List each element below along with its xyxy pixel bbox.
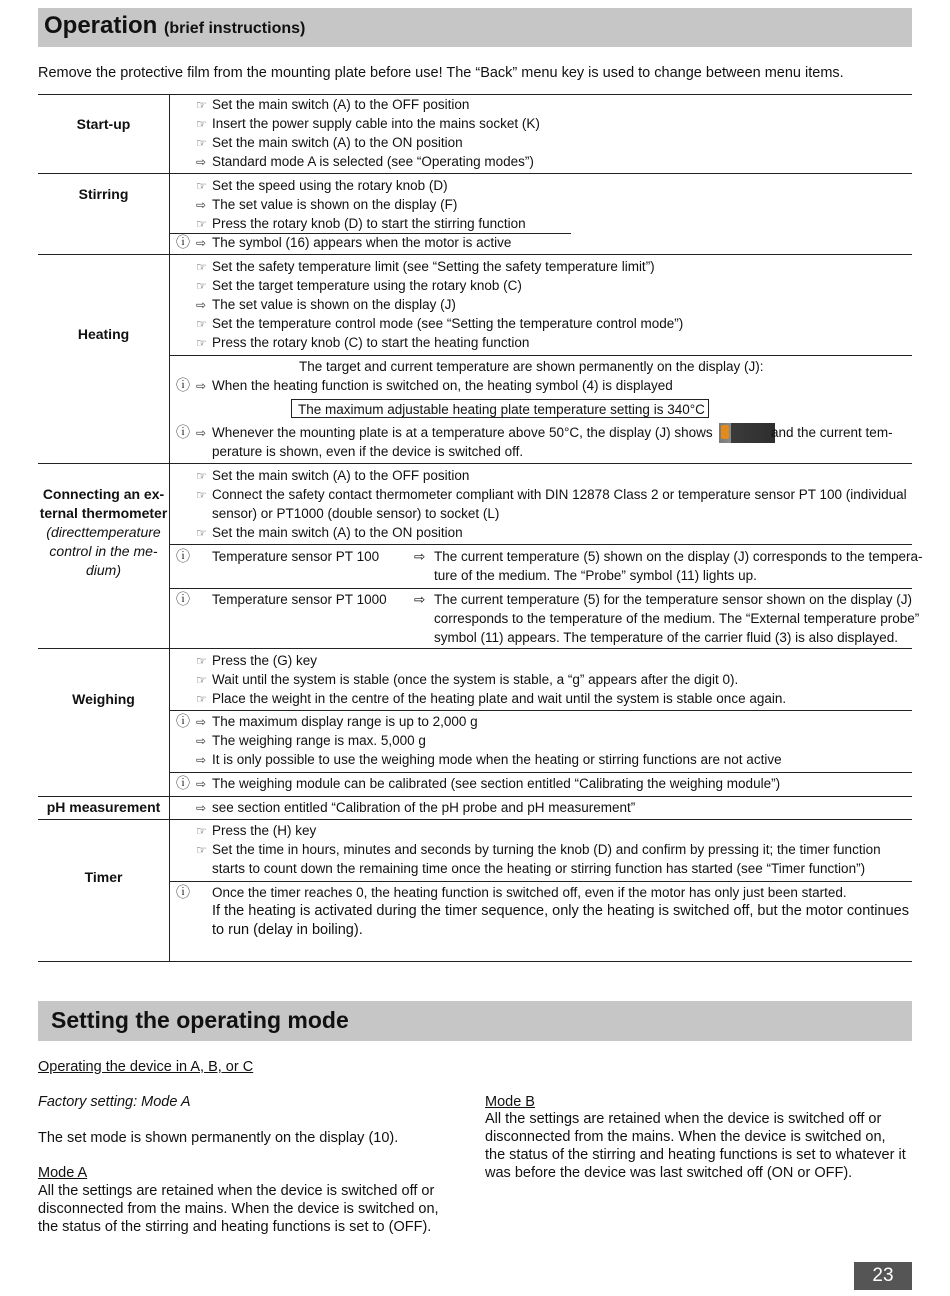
stirring-line: ☞ Set the speed using the rotary knob (D) [196,176,448,196]
weighing-note: ⇨ It is only possible to use the weighing mode when the heating or stirring functions are not active [196,750,782,770]
row-label-ph: pH measurement [46,799,161,815]
page-number: 23 [854,1262,912,1290]
row-label-heating: Heating [77,326,130,342]
timer-line: ☞ Press the (H) key [196,821,316,841]
heating-line: ☞ Set the temperature control mode (see “Setting the temperature control mode”) [196,314,683,334]
heating-line: ☞ Set the safety temperature limit (see “Setting the safety temperature limit”) [196,257,655,277]
startup-line: ⇨ Standard mode A is selected (see “Operating modes”) [196,152,534,172]
section-header [38,8,912,47]
outline-arrow-icon: ⇨ [196,426,207,440]
weighing-line: ☞ Place the weight in the centre of the heating plate and wait until the system is stable once again. [196,689,786,709]
pointing-hand-icon: ☞ [196,654,207,668]
mode-b-text: All the settings are retained when the device is switched off or disconnected from the mains. When the device is switched on, the status of the stirring and heating functions is set to whatever it was before the device was last switched off (ON or OFF). [485,1111,906,1181]
outline-arrow-icon: ⇨ [414,592,426,607]
ph-line: ⇨ see section entitled “Calibration of the pH probe and pH measurement” [196,798,635,818]
heating-note: The target and current temperature are shown permanently on the display (J): [299,359,764,374]
info-icon: ⓘ [176,775,190,791]
table-rule [169,881,912,882]
external-line: sensor) or PT1000 (double sensor) to socket (L) [212,506,500,521]
pointing-hand-icon: ☞ [196,488,207,502]
outline-arrow-icon: ⇨ [196,801,207,815]
outline-arrow-icon: ⇨ [196,198,207,212]
pointing-hand-icon: ☞ [196,260,207,274]
pointing-hand-icon: ☞ [196,692,207,706]
table-rule [169,588,912,589]
outline-arrow-icon: ⇨ [196,155,207,169]
startup-line: ☞ Set the main switch (A) to the ON position [196,133,463,153]
timer-note: If the heating is activated during the timer sequence, only the heating is switched off, but the motor continues [212,903,909,919]
pointing-hand-icon: ☞ [196,136,207,150]
pointing-hand-icon: ☞ [196,336,207,350]
heating-line: ⇨ The set value is shown on the display (J) [196,295,456,315]
weighing-note: ⇨ The weighing module can be calibrated (see section entitled “Calibrating the weighing module”) [196,774,780,794]
pointing-hand-icon: ☞ [196,843,207,857]
weighing-line: ☞ Wait until the system is stable (once the system is stable, a “g” appears after the digit 0). [196,670,738,690]
pt1000-text: symbol (11) appears. The temperature of the carrier fluid (3) is also displayed. [434,630,898,645]
pointing-hand-icon: ☞ [196,98,207,112]
weighing-line: ☞ Press the (G) key [196,651,317,671]
intro-text: Remove the protective film from the mounting plate before use! The “Back” menu key is used to change between menu items. [38,65,844,81]
outline-arrow-icon: ⇨ [196,236,207,250]
info-icon: ⓘ [176,234,190,250]
timer-line: starts to count down the remaining time once the heating or stirring function has started (see “Timer function”) [212,861,866,876]
table-column-divider [169,94,170,961]
table-rule [169,772,912,773]
section-title: Setting the operating mode [51,1007,349,1033]
outline-arrow-icon: ⇨ [196,753,207,767]
info-icon: ⓘ [176,377,190,393]
outline-arrow-icon: ⇨ [196,734,207,748]
info-icon: ⓘ [176,424,190,440]
pt1000-label: Temperature sensor PT 1000 [212,592,387,607]
external-line: ☞ Set the main switch (A) to the ON position [196,523,463,543]
timer-note: Once the timer reaches 0, the heating function is switched off, even if the motor has only just been started. [212,885,847,900]
outline-arrow-icon: ⇨ [196,777,207,791]
mode-a-title: Mode A [38,1165,88,1181]
mode-b-title: Mode B [485,1094,535,1110]
timer-line: ☞ Set the time in hours, minutes and seconds by turning the knob (D) and confirm by pressing it; the timer function [196,840,881,860]
pointing-hand-icon: ☞ [196,117,207,131]
startup-line: ☞ Insert the power supply cable into the mains socket (K) [196,114,540,134]
pointing-hand-icon: ☞ [196,279,207,293]
table-rule [38,961,912,962]
stirring-line: ⇨ The set value is shown on the display (F) [196,195,457,215]
outline-arrow-icon: ⇨ [196,298,207,312]
row-label-startup: Start-up [76,116,131,132]
row-label-stirring: Stirring [78,186,129,202]
section-title: Operation (brief instructions) [44,12,306,39]
pointing-hand-icon: ☞ [196,526,207,540]
table-rule [169,355,912,356]
max-temperature-box: The maximum adjustable heating plate temperature setting is 340°C [291,399,709,418]
info-icon: ⓘ [176,713,190,729]
external-line: ☞ Connect the safety contact thermometer compliant with DIN 12878 Class 2 or temperature sensor PT 100 (individual [196,485,907,505]
table-rule [169,710,912,711]
pt100-label: Temperature sensor PT 100 [212,549,380,564]
info-icon: ⓘ [176,884,190,900]
outline-arrow-icon: ⇨ [196,379,207,393]
mode-a-text: All the settings are retained when the device is switched off or disconnected from the mains. When the device is switched on, the status of the stirring and heating functions is set to (OFF). [38,1183,439,1235]
heating-note: ⇨ When the heating function is switched on, the heating symbol (4) is displayed [196,376,673,396]
factory-setting: Factory setting: Mode A [38,1094,191,1110]
pt100-text: The current temperature (5) shown on the display (J) corresponds to the tempera- [434,549,923,564]
outline-arrow-icon: ⇨ [196,715,207,729]
weighing-note: ⇨ The weighing range is max. 5,000 g [196,731,426,751]
pointing-hand-icon: ☞ [196,317,207,331]
heating-note: ⇨ Whenever the mounting plate is at a temperature above 50°C, the display (J) shows [196,423,781,443]
row-label-weighing: Weighing [72,691,135,707]
outline-arrow-icon: ⇨ [414,549,426,564]
row-label-timer: Timer [84,869,123,885]
weighing-note: ⇨ The maximum display range is up to 2,000 g [196,712,478,732]
pointing-hand-icon: ☞ [196,469,207,483]
pointing-hand-icon: ☞ [196,824,207,838]
stirring-line: ☞ Press the rotary knob (D) to start the stirring function [196,214,526,234]
heating-note: and the current tem- [771,425,893,440]
stirring-note: ⇨ The symbol (16) appears when the motor is active [196,233,511,253]
info-icon: ⓘ [176,548,190,564]
pointing-hand-icon: ☞ [196,179,207,193]
mode-display-note: The set mode is shown permanently on the display (10). [38,1130,399,1146]
pointing-hand-icon: ☞ [196,217,207,231]
section-subtitle: (brief instructions) [164,20,306,37]
heating-note: perature is shown, even if the device is switched off. [212,444,524,459]
mode-subheading: Operating the device in A, B, or C [38,1059,254,1075]
pt1000-text: corresponds to the temperature of the medium. The “External temperature probe” [434,611,920,626]
external-line: ☞ Set the main switch (A) to the OFF position [196,466,469,486]
pt100-text: ture of the medium. The “Probe” symbol (11) lights up. [434,568,757,583]
pt1000-text: The current temperature (5) for the temperature sensor shown on the display (J) [434,592,912,607]
info-icon: ⓘ [176,591,190,607]
section-header [38,1001,912,1041]
timer-note: to run (delay in boiling). [212,922,363,938]
pointing-hand-icon: ☞ [196,673,207,687]
startup-line: ☞ Set the main switch (A) to the OFF position [196,95,469,115]
display-hot-plate-icon [719,423,775,443]
heating-line: ☞ Press the rotary knob (C) to start the heating function [196,333,529,353]
table-rule [169,544,912,545]
heating-line: ☞ Set the target temperature using the rotary knob (C) [196,276,522,296]
row-label-external-thermometer: Connecting an ex- ternal thermometer (directtemperature control in the me- dium) [39,486,168,578]
